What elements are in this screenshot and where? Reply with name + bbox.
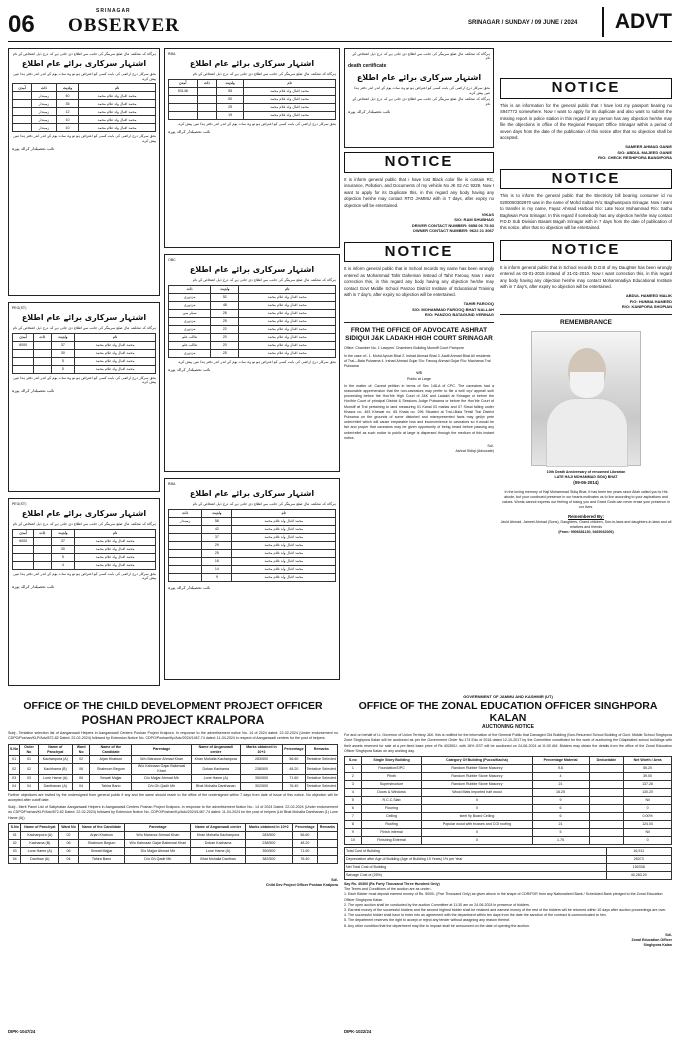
urdu-notice-5: PEG(ST) اشتہار سرکاری برائے عام اطلاع ہرگاہ کہ محکمہ مال ضلع سرینگر کی جانب سے اطلاع دی جاتی ہے کہ درج ذیل اشخاص کے نام آمدن ذات ولدیت نام 6000 37 محمد اقبال ولد غلام محمد 30 محمد اقبال ولد غلام محمد 5 محمد اقبال ولد غلام محمد 4 محمد اقبال ولد غلام محمد بحق سرکار درج اراضی کی بابت کسی کو اعتراض ہو تو وہ سات یوم کے اندر اندر دفتر ہذا میں پیش کرے نائب تحصیلدار کرالہ پورہ bbox=[8, 498, 160, 686]
paper-city: SRINAGAR bbox=[96, 8, 131, 14]
urdu-table-5: ذات ولدیت نام زمیندار 58 محمد اقبال ولد غلام محمد 42 محمد اقبال ولد غلام محمد 37 محمد اقبال ولد غلام محمد 29 محمد اقبال ولد غلام محمد 25 محمد اقبال ولد غلام محمد 16 محمد اقبال ولد غلام محمد 14 محمد اقبال ولد غلام محمد 9 محمد اقبال ولد غلام محمد bbox=[168, 509, 336, 582]
cdpo-notice: OFFICE OF THE CHILD DEVELOPMENT PROJECT OFFICER POSHAN PROJECT KRALPORA Subj:- Tentative selection list of Aanganwadi Helpers in Aanganwadi Centers Poshan Project Kralpora. In response to the advertisement notice No. 14 of 2024 dated: 22-02-2024 (Under endorsement no CDPO/Poshan/KLP/Adv/872-82 Dated: 22-02-2024) followed by Extension Notice No. CDPO/Poshan/Kp/Adv/2024/1467-74 dated: 11-04-2024 in respect of Aanganwadi centers for the post of helpers. S.No Order No Name of Panchyat Ward No Name of the Candidate Parentage Name of Anganwadi center Marks obtained in 10+2 Percentage Remarks 01 01 Kachanpora (A) 02 Arjan Khatoon W/o Manzoor Ahmad Khan Khan Mohalla Kachanpora 283/500 56.60 Tentative Selected 02 02 Kachhama (B) 06 Shabnum Begum W/o Kahnaan Gajar Bakerwal Khari Dokan Kachama 238/500 48.20 Tentative Selected 03 03 Lone Hame (A) 06 Sewati Majjar D/o Majjar Ahmad Mir Lone Hame (A) 350/500 71.60 Tentative Selected 04 04 Danthanan (A) 04 Tahira Bano D/o Gh Qadir Mir Bhat Mohalla Danthanan 302/500 76.40 Tentative Selected Further objections are invited by the undersigned from general public if any and the same should reach to the office of the undersigned within 7 days from date of issue of this notice. No objection will be accepted after cutoff date. Subj:- Merit Panel List of Satiphatan Aanganwadi Helpers in Aanganwadi Centers Poshan Project Kralpora. In response to the advertisement Notice No.: 14 of 2024 Dated: 22-02-2024 (Under endorsement no CDPO/Poshan/KLP/Adv/872-82 Dated: 22-02-2024) followed by Extension Notice No. CDPO/Poshan/Kp/Adv/2024/1467-74 dated: 11-04-2024 for the post of helpers (Lbl Bhat Mohalla Danthanan (1) Lone Hame (A)) S.No Name of Panchyat Ward No Name of the Candidate Parentage Name of Anganwadi center Marks obtained in 10+2 Percentage Remarks 01 Kachanpora (A) 02 Arjan Khatoon W/o Manzoor Ahmad Khan Khan Mohalla Kachanpora 283/500 56.60 02 Kachama (B) 06 Shabnum Begum W/o Kahnaan Gajar Bakerwal Khari Dokan Kachama 238/500 48.20 03 Lone Hame (A) 06 Sewati Majjar D/o Majjar Ahmad Mir Lone Hame (A) 350/500 71.60 04 Danthan (A) 04 Tahira Bano D/o Gh Qadir Mir Bhat Mohalla Danthan 382/500 76.40 Sd/- Child Dev Project Officer Poshan Kralpora DIPK-1047/24 bbox=[8, 700, 338, 1034]
urdu-table-2: آمدن ذات ولدیت نام 53148 55 محمد اقبال ولد غلام محمد 50 محمد اقبال ولد غلام محمد 25 محمد اقبال ولد غلام محمد 19 محمد اقبال ولد غلام محمد bbox=[168, 79, 336, 120]
urdu-column-2 bbox=[164, 48, 340, 688]
portrait-photo bbox=[531, 331, 641, 466]
dipk-code: DIPK-1022/24 bbox=[344, 1028, 372, 1034]
section-label: ADVT bbox=[602, 7, 672, 37]
urdu-notice-2: RBA اشتہار سرکاری برائے عام اطلاع ہرگاہ کہ محکمہ مال ضلع سرینگر کی جانب سے اطلاع دی جاتی ہے کہ درج ذیل اشخاص کے نام آمدن ذات ولدیت نام 53148 55 محمد اقبال ولد غلام محمد 50 محمد اقبال ولد غلام محمد 25 محمد اقبال ولد غلام محمد 19 محمد اقبال ولد غلام محمد بحق سرکار درج اراضی کی بابت کسی کو اعتراض ہو تو وہ سات یوم کے اندر اندر دفتر ہذا میں پیش کرے نائب تحصیلدار کرالہ پورہ bbox=[164, 48, 340, 248]
urdu-notice-1: ہرگاہ کہ محکمہ مال ضلع سرینگر کی جانب سے اطلاع دی جاتی ہے کہ درج ذیل اشخاص کے نام اشتہار سرکاری برائے عام اطلاع بحق سرکار درج اراضی کی بابت کسی کو اعتراض ہو تو وہ سات یوم کے اندر اندر دفتر ہذا میں پیش کرے آمدن ذات ولدیت نام زمیندار 40 محمد اقبال ولد غلام محمد زمیندار 35 محمد اقبال ولد غلام محمد زمیندار 12 محمد اقبال ولد غلام محمد زمیندار 10 محمد اقبال ولد غلام محمد زمیندار 10 محمد اقبال ولد غلام محمد بحق سرکار درج اراضی کی بابت کسی کو اعتراض ہو تو وہ سات یوم کے اندر اندر دفتر ہذا میں پیش کرے نائب تحصیلدار کرالہ پورہ bbox=[8, 48, 160, 296]
notice-title: NOTICE bbox=[344, 152, 494, 173]
urdu-intro: ہرگاہ کہ محکمہ مال ضلع سرینگر کی جانب سے اطلاع دی جاتی ہے کہ درج ذیل اشخاص کے نام bbox=[12, 52, 156, 56]
paper-logo bbox=[68, 8, 180, 38]
zeo-table: S.no Single Story Building Category Of Building (Pucca/Kacha) Percentage Material Deductable Net Worth / Area 1 Foundation/DPC Random Rubble Stone Masonry 9.6 55.20 2 Plinth Random Rubble Stone Masonry 4 39.00 3 Superstructure Random Rubble Stone Masonry 21 137.26 4 Doors & Windows Wood Mats imported half wood 16.25 130.20 5 R.C.C.Slab X 9 Nil 6 Flooring X 6 0 7 Ceiling steel fly Board Ceiling 6 0.00% 8 Roofing Popular wood with trusses and CGI roofing 21 124.00 9 Finish internal X 5 Nil 10 Finishing External X 1.75 0 bbox=[344, 756, 672, 845]
english-column-3 bbox=[344, 48, 494, 688]
urdu-signature: نائب تحصیلدار کرالہ پورہ bbox=[12, 146, 55, 152]
urdu-table-4: آمدن ذات ولدیت نام 6000 37 محمد اقبال ولد غلام محمد 30 محمد اقبال ولد غلام محمد 5 محمد اقبال ولد غلام محمد 5 محمد اقبال ولد غلام محمد bbox=[12, 333, 156, 374]
urdu-notice-3: PEG(ST) اشتہار سرکاری برائے عام اطلاع ہرگاہ کہ محکمہ مال ضلع سرینگر کی جانب سے اطلاع دی جاتی ہے کہ درج ذیل اشخاص کے نام آمدن ذات ولدیت نام 6000 37 محمد اقبال ولد غلام محمد 30 محمد اقبال ولد غلام محمد 5 محمد اقبال ولد غلام محمد 5 محمد اقبال ولد غلام محمد بحق سرکار درج اراضی کی بابت کسی کو اعتراض ہو تو وہ سات یوم کے اندر اندر دفتر ہذا میں پیش کرے نائب تحصیلدار کرالہ پورہ bbox=[8, 302, 160, 492]
urdu-table-1: آمدن ذات ولدیت نام زمیندار 40 محمد اقبال ولد غلام محمد زمیندار 35 محمد اقبال ولد غلام محمد زمیندار 12 محمد اقبال ولد غلام محمد زمیندار 10 محمد اقبال ولد غلام محمد زمیندار 10 محمد اقبال ولد غلام محمد bbox=[12, 83, 156, 132]
notice-electricity: NOTICE This is to inform the general public that the Electricity bill bearing consumer id no 0200050302970 was in the name of Mohd Sultan R/o: Baghwanpora Srinagar. Now I want to transfer in my name, Fayaz Ahmad Harbool S/o: Late Noor Mohammad R/o: Sathu Baghwan Pora Srinagar. In this regard if somebody has any objection he/she may contact P.D.D Sub Division Basant Bagah Srinagar with in 7 days from the date of publication of this notice, after that no objection will be entertained. bbox=[500, 169, 672, 231]
right-column bbox=[500, 78, 672, 672]
urdu-column-1 bbox=[8, 48, 160, 688]
urdu-table-6: آمدن ذات ولدیت نام 6000 37 محمد اقبال ولد غلام محمد 30 محمد اقبال ولد غلام محمد 5 محمد اقبال ولد غلام محمد 4 محمد اقبال ولد غلام محمد bbox=[12, 529, 156, 570]
urdu-table-3: ذات ولدیت نام مزدوری 52 محمد اقبال ولد غلام محمد مزدوری 48 محمد اقبال ولد غلام محمد سیلز مین 28 محمد اقبال ولد غلام محمد مزدوری 25 محمد اقبال ولد غلام محمد مزدوری 22 محمد اقبال ولد غلام محمد طالب علم 20 محمد اقبال ولد غلام محمد طالب علم 20 محمد اقبال ولد غلام محمد مزدوری 25 محمد اقبال ولد غلام محمد bbox=[168, 285, 336, 358]
dateline: SRINAGAR / SUNDAY / 09 JUNE / 2024 bbox=[468, 20, 578, 26]
urdu-heading: اشتہار سرکاری برائے عام اطلاع bbox=[21, 59, 147, 69]
paper-name: OBSERVER bbox=[68, 15, 180, 37]
notice-passport: NOTICE This is an information for the general public that I have lost my passport bearing no S947772 somewhere. Now I want to apply for its duplicate and also want to submit the missing report in police station in this regard if any person has any objection he/she may file the objections in office of the Regional Passport Office Srinagar within a period of seven days from the date of the publication of this notice after that no objection shall be accepted. SAMEER AHMAD GANIE S/O: ABDUL MAJEED GANIE R/O: CHECK RESHIPORA BANDIPORA bbox=[500, 79, 672, 161]
notice-dob-correction: NOTICE It is inform general public that in School records D.O.B of my Daughter has been wrongly entered as 03-01-2015 instead of 21-01-2010. Now I want correction this, in this regard any body having any objection he/she may contact Mohammadiya Educational Institute with in 7 day's, after expiry no objection will be entertained. ABDUL HAMEED MALIK F/O: HUMNA HAMEED R/O: KANIPORA SHOPIAN bbox=[500, 240, 672, 310]
urdu-notice-4: OBC اشتہار سرکاری برائے عام اطلاع ہرگاہ کہ محکمہ مال ضلع سرینگر کی جانب سے اطلاع دی جاتی ہے کہ درج ذیل اشخاص کے نام ذات ولدیت نام مزدوری 52 محمد اقبال ولد غلام محمد مزدوری 48 محمد اقبال ولد غلام محمد سیلز مین 28 محمد اقبال ولد غلام محمد مزدوری 25 محمد اقبال ولد غلام محمد مزدوری 22 محمد اقبال ولد غلام محمد طالب علم 20 محمد اقبال ولد غلام محمد طالب علم 20 محمد اقبال ولد غلام محمد مزدوری 25 محمد اقبال ولد غلام محمد بحق سرکار درج اراضی کی بابت کسی کو اعتراض ہو تو وہ سات یوم کے اندر اندر دفتر ہذا میں پیش کرے نائب تحصیلدار کرالہ پورہ bbox=[164, 254, 340, 472]
dipk-code: DIPK-1047/24 bbox=[8, 1028, 36, 1034]
cdpo-table-2: S.No Name of Panchyat Ward No Name of the Candidate Parentage Name of Anganwadi center Marks obtained in 10+2 Percentage Remarks 01 Kachanpora (A) 02 Arjan Khatoon W/o Manzoor Ahmad Khan Khan Mohalla Kachanpora 283/500 56.60 02 Kachama (B) 06 Shabnum Begum W/o Kahnaan Gajar Bakerwal Khari Dokan Kachama 238/500 48.20 03 Lone Hame (A) 06 Sewati Majjar D/o Majjar Ahmad Mir Lone Hame (A) 350/500 71.60 04 Danthan (A) 04 Tahira Bano D/o Gh Qadir Mir Bhat Mohalla Danthan 382/500 76.40 bbox=[8, 823, 338, 864]
advocate-caveat-notice: FROM THE OFFICE OF ADVOCATE ASHRAT SIDIQUI J&K LADAKH HIGH COURT SRINAGAR Office: Chamber No. 1 Lawyers' Chambers Building Munsiff Court Pampore In the case of:- 1. Mohd Ayoub Bhat 2. Irshad Ahmad Bhat 3. Aadil Ahmad Bhat All residents of Tral—Bala Pulwama 4. Irshad Ahmad Gujar S/o: Farooq Ahmad Gujar R/o: Machama Tral Pulwama V/S Public at Large In the matter of: Caveat petition in terms of Sec 148-A of CPC. The caveators had a reasonable apprehension that the non-caveators may prefer to file a writ/ crp/ appeal/ suit/ proceeding before the Hon'ble High Court of J&K and Ladakh at Srinagar or before the Hon'ble Court of principal District & Sessions Judge Pulwama or before the Hon'ble Court of Munsiff at Tral pertaining to land measuring 01 Kanal 03 marlas and 07 Sirsai falling under Khasra no. 463 Khewat no. 65 Khata no. 296 Situated at Tral-i-Bala Tehsil Tral District Pulwama on the grounds of some distorted and misrepresented facts may get/pr pete order/relief which will cause irreparable loss and inconvenience to caveators so it would be fair and proper that caveators may be given opportunity of being heard before passing any order/relief as such notice to public at large is dispersed through the medium of this instant notice. Sd/- Ashrat Sidiqi (Advocate) bbox=[344, 326, 494, 454]
masthead bbox=[8, 4, 672, 42]
notice-signature: VIKAS S/O: RAM SHUBHAG DRIVER CONTACT NUMBER: 9858 06 75 83 OWNER CONTACT NUMBER: 9622 21 3067 bbox=[411, 211, 494, 234]
notice-name-correction: NOTICE It is inform general public that in School records my name has been wrongly entered as Mohammad Tahir Daheman instead of Tahir Farooq. Now I want correction this, in this regard any body having any objection he/she may contact Govt Middle School Panzoo District Institute of Educational Training with in 7 day's, after expiry no objection will be entertained. TAHIR FAROOQ S/O: MOHAMMAD FAROOQ BHAT NALLAH R/O: PANZOO BATAGUND VERINAG bbox=[344, 242, 494, 318]
cdpo-table-1: S.No Order No Name of Panchyat Ward No Name of the Candidate Parentage Name of Anganwadi center Marks obtained in 10+2 Percentage Remarks 01 01 Kachanpora (A) 02 Arjan Khatoon W/o Manzoor Ahmad Khan Khan Mohalla Kachanpora 283/500 56.60 Tentative Selected 02 02 Kachhama (B) 06 Shabnum Begum W/o Kahnaan Gajar Bakerwal Khari Dokan Kachama 238/500 48.20 Tentative Selected 03 03 Lone Hame (A) 06 Sewati Majjar D/o Majjar Ahmad Mir Lone Hame (A) 350/500 71.60 Tentative Selected 04 04 Danthanan (A) 04 Tahira Bano D/o Gh Qadir Mir Bhat Mohalla Danthanan 302/500 76.40 Tentative Selected bbox=[8, 744, 338, 791]
urdu-body: بحق سرکار درج اراضی کی بابت کسی کو اعتراض ہو تو وہ سات یوم کے اندر اندر دفتر ہذا میں پیش کرے bbox=[13, 72, 156, 81]
notice-lost-file: NOTICE It is inform general public that i have lost Black color file is contain RC, insurance, Pollution, and Documents of my vehicle No JK 02 AC 9229. Now I want to apply for its Duplicate this, in this regard any body having any objection he/she may contact RTO JAMMU with in 7 days, after expiry no objection will be entertained. VIKAS S/O: RAM SHUBHAG DRIVER CONTACT NUMBER: 9858 06 75 83 OWNER CONTACT NUMBER: 9622 21 3067 bbox=[344, 153, 494, 234]
zeo-totals: Total Cost of Building 16,911 Depreciation after Age of Building (Age of Building 19 Years) 1% per Year 26373 Net Total Cost of Building 150338 Salvage Cost of (25%) 40,283.20 bbox=[344, 847, 672, 880]
remembrance: REMEMBRANCE 10th Death Anniversary of renowned Librarian LATE HAJI MOHAMMAD SIDIQ BHAT (09-06-2014) In the loving memory of Haji Mohammad Sidiq Bhat. It has been ten years since Allah called you to His abode, but your continued presence in our hearts motivates us to live according to your aspirations and values. Words cannot express our feeling of losing you and Grant Gods can never erase your presence in our lives. Remembered By: Javid Ahmad, Jameel Ahmad (Sons), Daughters, Grand children, Son-in-laws and daughters-in-laws and all relatives and friends (From: 9906681130, 9469032006) bbox=[500, 318, 672, 535]
zeo-auction-notice: GOVERNMENT OF JAMMU AND KASHMIR (UT) OFFICE OF THE ZONAL EDUCATION OFFICER SINGHPORA KALAN AUCTIONING NOTICE For and on behalf of Lt. Governor of Union Territory J&K. this is notified for the information of the General Public that Damaged Old Building (Non-Resumed School Building of Govt. Middle School Singhpora Zone Singhpora Kalan will be auctioned as per the Government Order No.174 Edu of 2018 dated 12-10-2017 by the Committee constituted for the work of auctioning the Dilapidated school buildings with their assets reserved for sale at a pre-fixed base price of Rs 402801/- with 18% GST will be auctioned on 24-06-2024 at 11:00 AM. Bidders may obtain the details from the office of the Zonal Education Officer Singhpora Kalan on any working day. S.no Single Story Building Category Of Building (Pucca/Kacha) Percentage Material Deductable Net Worth / Area 1 Foundation/DPC Random Rubble Stone Masonry 9.6 55.20 2 Plinth Random Rubble Stone Masonry 4 39.00 3 Superstructure Random Rubble Stone Masonry 21 137.26 4 Doors & Windows Wood Mats imported half wood 16.25 130.20 5 R.C.C.Slab X 9 Nil 6 Flooring X 6 0 7 Ceiling steel fly Board Ceiling 6 0.00% 8 Roofing Popular wood with trusses and CGI roofing 21 124.00 9 Finish internal X 5 Nil 10 Finishing External X 1.75 0 Total Cost of Building 16,911 Depreciation after Age of Building (Age of Building 19 Years) 1% per Year 26373 Net Total Cost of Building 150338 Salvage Cost of (25%) 40,283.20 Say Rs. 40300 (Rs Forty Thousand Three Hundred Only) The Terms and Conditions of the auction are as under:- 1. Each Bidder must deposit earnest money of Rs. 5000/- (Five Thousand Only) as given above in the shape of CDR/FDR from any Nationalized Bank / Scheduled Bank pledged to the Zonal Education Officer Singhpora Kalan. 2. The open auction shall be conducted by the auction Committee at 11:30 am on 24-06-2024 in presence of bidders. 3. Earnest money of the successful bidders and the second highest bidder shall be retained and earnest money of the rest of the bidders will be returned within 10 days after auction proceedings are over. 4. The successful bidder shall have to enter into an agreement with the department within ten days from the date the sanction of the contract is communicated to him. 5. The department reserves the right to accept or reject any tender without assigning any reason thereof. 6. Any other condition that the department may like to impose shall be announced on the date of opening the auction. Sd/- Zonal Education Officer Singhpora Kalan DIPK-1022/24 bbox=[344, 694, 672, 1034]
urdu-death-certificate-notice: ہرگاہ کہ محکمہ مال ضلع سرینگر کی جانب سے اطلاع دی جاتی ہے کہ درج ذیل اشخاص کے نام death certificate اشتہار سرکاری برائے عام اطلاع بحق سرکار درج اراضی کی بابت کسی کو اعتراض ہو تو وہ سات یوم کے اندر اندر دفتر ہذا میں پیش کرے ہرگاہ کہ محکمہ مال ضلع سرینگر کی جانب سے اطلاع دی جاتی ہے کہ درج ذیل اشخاص کے نام نائب تحصیلدار کرالہ پورہ bbox=[344, 48, 494, 148]
urdu-notice-6: RBA اشتہار سرکاری برائے عام اطلاع ہرگاہ کہ محکمہ مال ضلع سرینگر کی جانب سے اطلاع دی جاتی ہے کہ درج ذیل اشخاص کے نام ذات ولدیت نام زمیندار 58 محمد اقبال ولد غلام محمد 42 محمد اقبال ولد غلام محمد 37 محمد اقبال ولد غلام محمد 29 محمد اقبال ولد غلام محمد 25 محمد اقبال ولد غلام محمد 16 محمد اقبال ولد غلام محمد 14 محمد اقبال ولد غلام محمد 9 محمد اقبال ولد غلام محمد نائب تحصیلدار کرالہ پورہ bbox=[164, 478, 340, 680]
page-number: 06 bbox=[8, 11, 35, 38]
